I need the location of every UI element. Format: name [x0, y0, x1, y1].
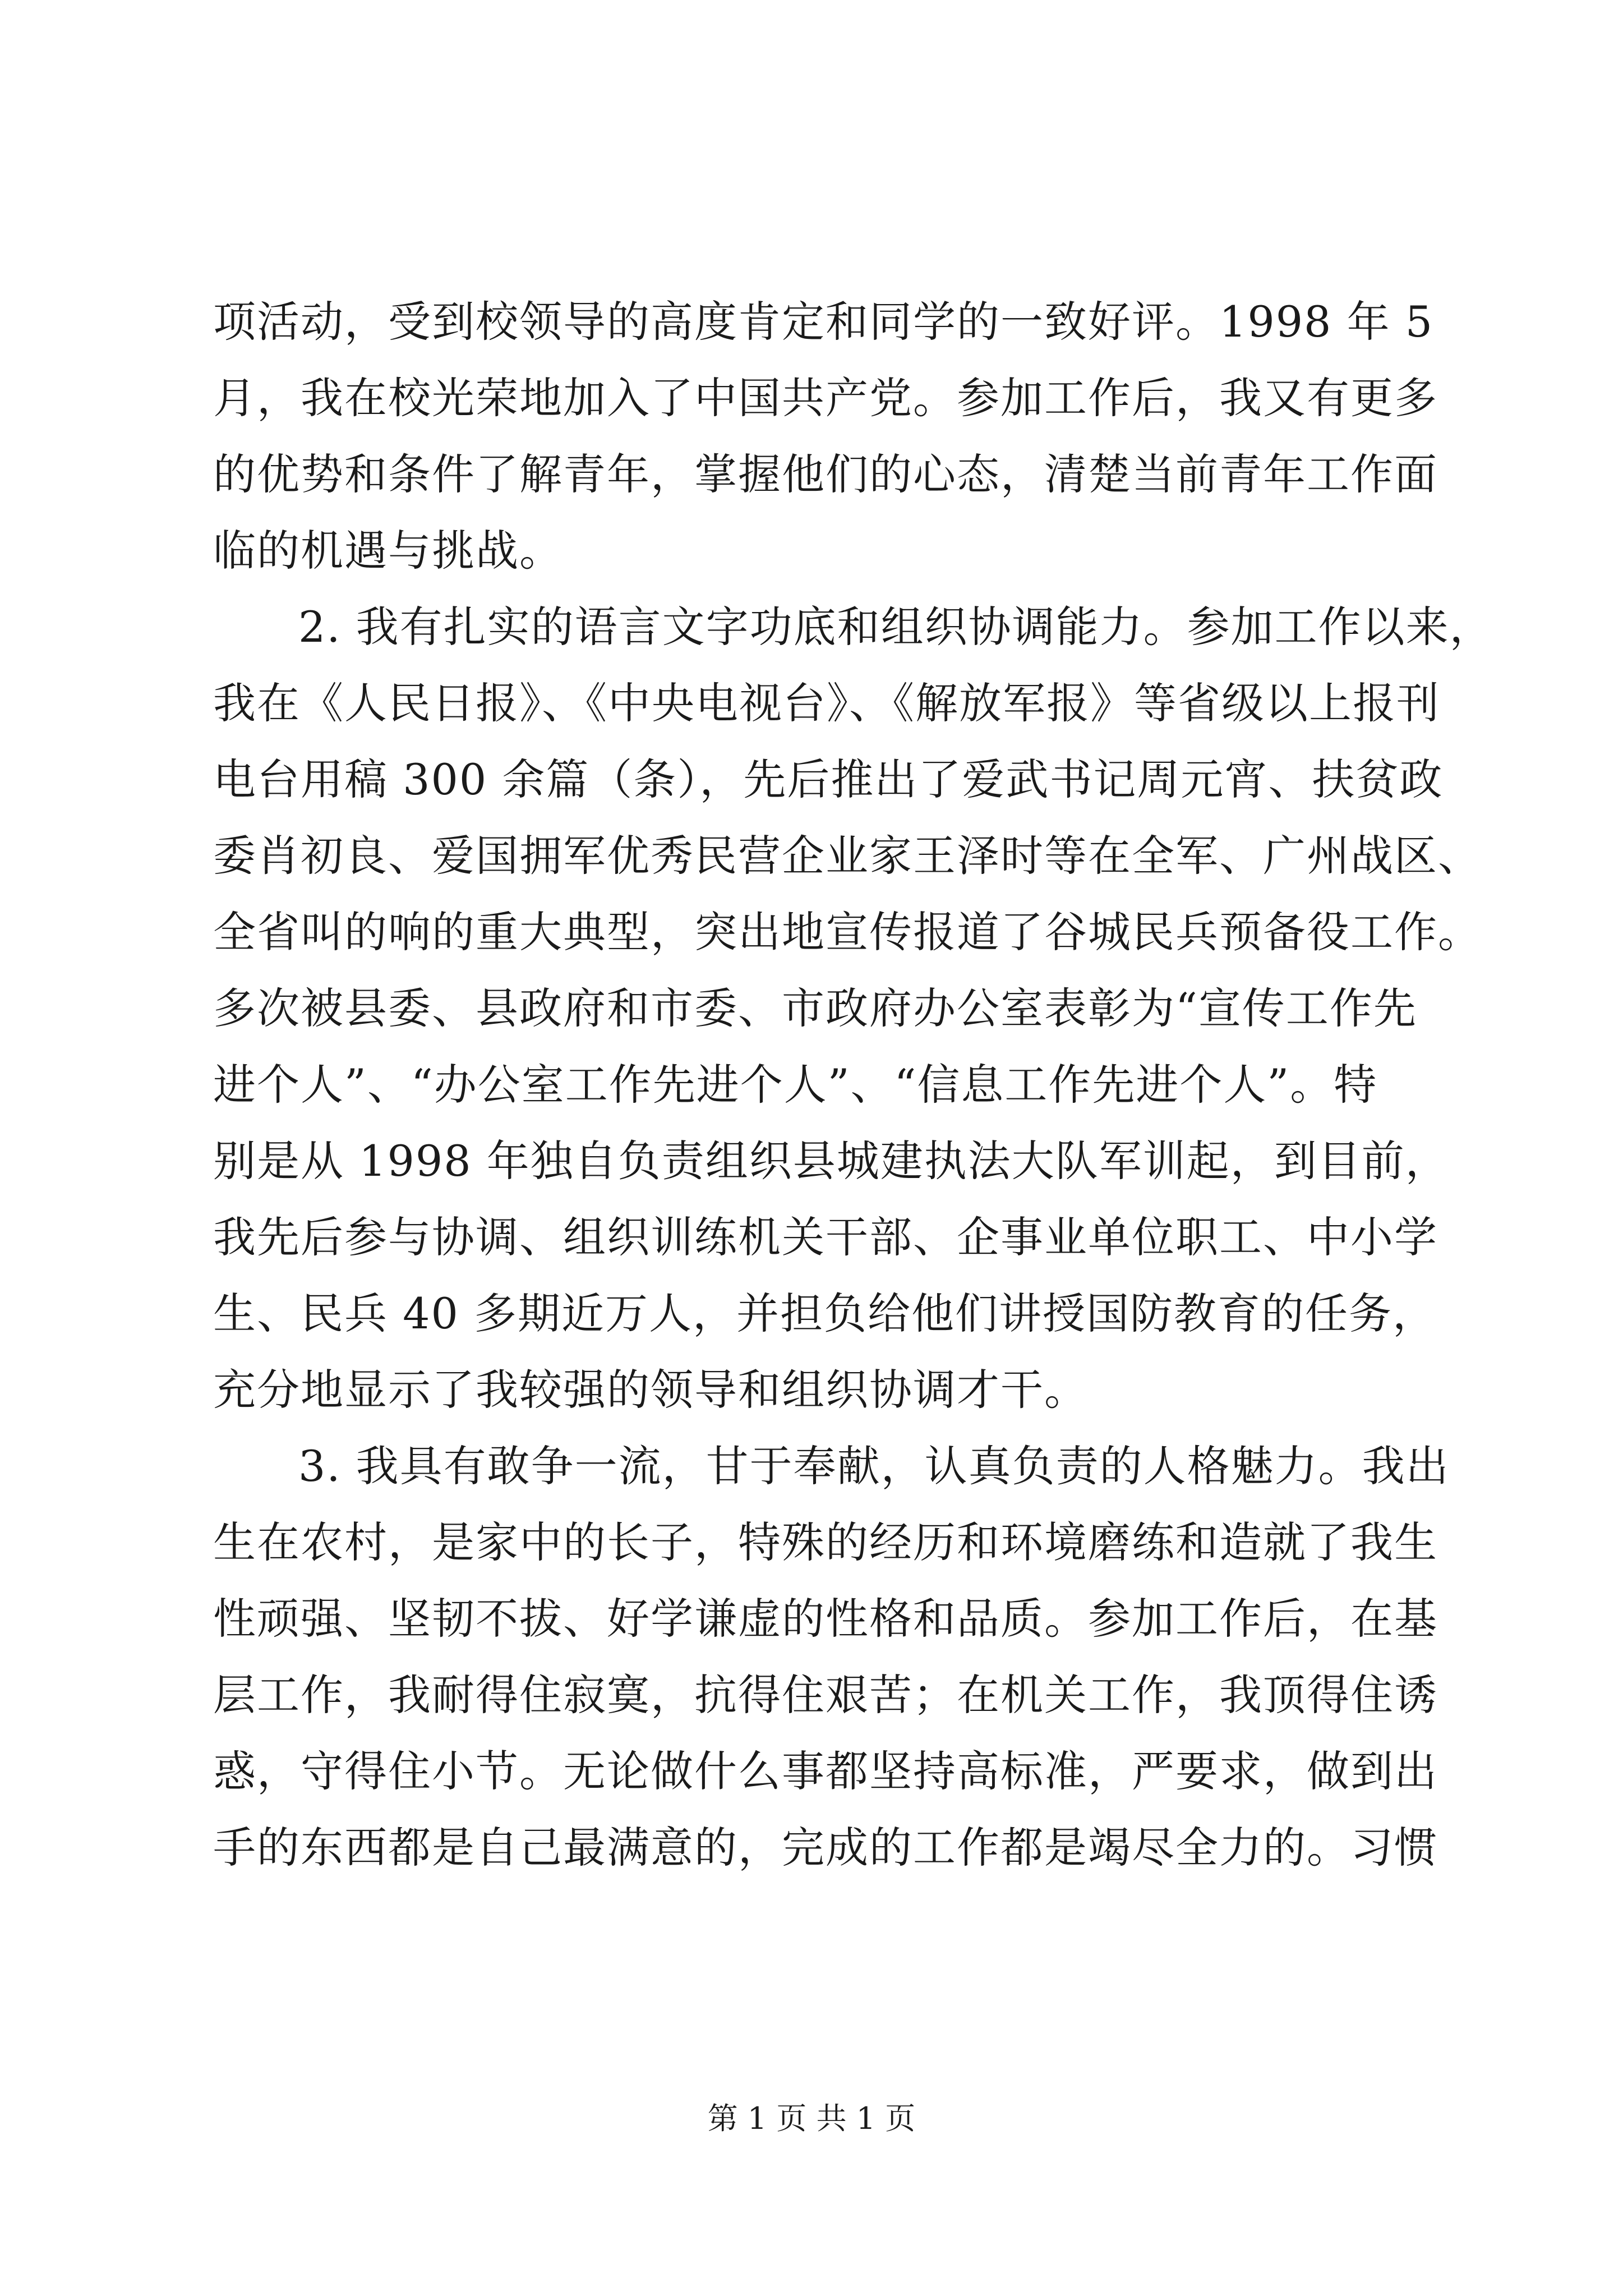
- text-line: 惑，守得住小节。无论做什么事都坚持高标准，严要求，做到出: [213, 1746, 1438, 1796]
- text-line: 电台用稿 300 余篇（条），先后推出了爱武书记周元宵、扶贫政: [213, 754, 1444, 804]
- text-line: 项活动，受到校领导的高度肯定和同学的一致好评。1998 年 5: [213, 297, 1434, 347]
- paragraph-start-line: 2. 我有扎实的语言文字功底和组织协调能力。参加工作以来，: [298, 602, 1493, 652]
- text-line: 的优势和条件了解青年，掌握他们的心态，清楚当前青年工作面: [213, 449, 1438, 499]
- text-line: 层工作，我耐得住寂寞，抗得住艰苦；在机关工作，我顶得住诱: [213, 1670, 1438, 1720]
- text-line: 别是从 1998 年独自负责组织县城建执法大队军训起，到目前，: [213, 1136, 1449, 1186]
- text-line: 临的机遇与挑战。: [213, 526, 563, 576]
- page-footer: 第 1 页 共 1 页: [707, 2101, 916, 2136]
- text-line: 全省叫的响的重大典型，突出地宣传报道了谷城民兵预备役工作。: [213, 907, 1482, 957]
- text-line: 生在农村，是家中的长子，特殊的经历和环境磨练和造就了我生: [213, 1517, 1438, 1567]
- text-line: 委肖初良、爱国拥军优秀民营企业家王泽时等在全军、广州战区、: [213, 831, 1482, 881]
- text-line: 充分地显示了我较强的领导和组织协调才干。: [213, 1365, 1088, 1415]
- text-line: 我先后参与协调、组织训练机关干部、企事业单位职工、中小学: [213, 1212, 1438, 1262]
- text-line: 我在《人民日报》、《中央电视台》、《解放军报》等省级以上报刊: [213, 678, 1440, 728]
- text-line: 性顽强、坚韧不拔、好学谦虚的性格和品质。参加工作后，在基: [213, 1594, 1438, 1644]
- text-line: 进个人”、“办公室工作先进个人”、“信息工作先进个人”。特: [213, 1060, 1378, 1110]
- text-line: 多次被县委、县政府和市委、市政府办公室表彰为“宣传工作先: [213, 983, 1417, 1033]
- text-line: 手的东西都是自己最满意的，完成的工作都是竭尽全力的。习惯: [213, 1823, 1438, 1872]
- paragraph-start-line: 3. 我具有敢争一流，甘于奉献，认真负责的人格魅力。我出: [298, 1441, 1450, 1491]
- text-line: 月，我在校光荣地加入了中国共产党。参加工作后，我又有更多: [213, 373, 1438, 423]
- text-line: 生、民兵 40 多期近万人，并担负给他们讲授国防教育的任务，: [213, 1289, 1437, 1338]
